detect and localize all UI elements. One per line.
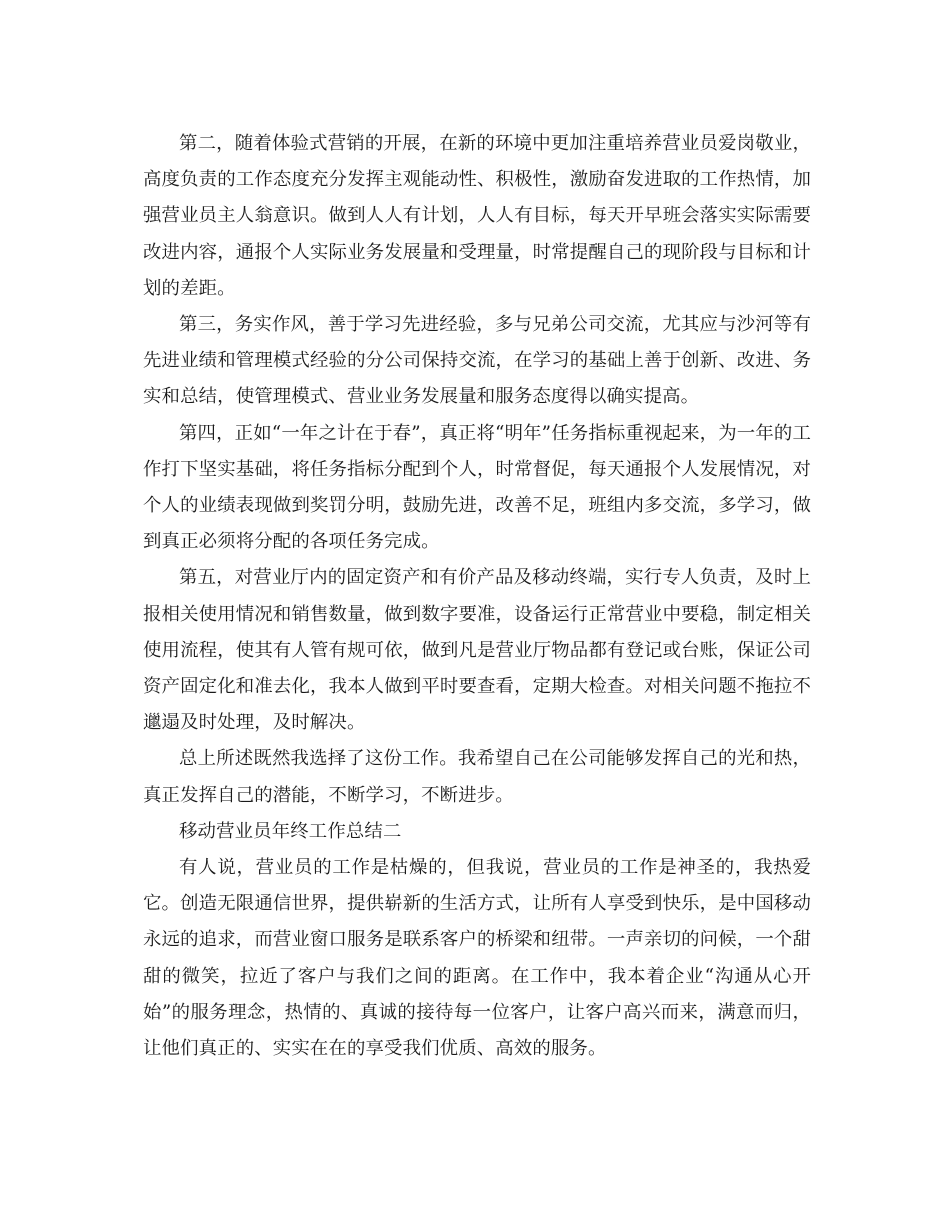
paragraph-closing: 有人说，营业员的工作是枯燥的，但我说，营业员的工作是神圣的，我热爱它。创造无限通信世界，提供崭新的生活方式，让所有人享受到快乐，是中国移动永远的追求，而营业窗口服务是联系客户的桥梁和纽带。一声亲切的问候，一个甜甜的微笑，拉近了客户与我们之间的距离。在工作中，我本着企业“沟通从心开始”的服务理念，热情的、真诚的接待每一位客户，让客户高兴而来，满意而归，让他们真正的、实实在在的享受我们优质、高效的服务。 [143, 857, 811, 1060]
document-body [143, 126, 811, 1067]
paragraph-fourth-point: 第四，正如“一年之计在于春”，真正将“明年”任务指标重视起来，为一年的工作打下坚实基础，将任务指标分配到个人，时常督促，每天通报个人发展情况，对个人的业绩表现做到奖罚分明，鼓励先进，改善不足，班组内多交流，多学习，做到真正必须将分配的各项任务完成。 [143, 422, 811, 553]
section-title: 移动营业员年终工作总结二 [179, 820, 402, 842]
paragraph-summary: 总上所述既然我选择了这份工作。我希望自己在公司能够发挥自己的光和热，真正发挥自己的潜能，不断学习，不断进步。 [143, 748, 811, 806]
paragraph-fifth-point: 第五，对营业厅内的固定资产和有价产品及移动终端，实行专人负责，及时上报相关使用情况和销售数量，做到数字要准，设备运行正常营业中要稳，制定相关使用流程，使其有人管有规可依，做到凡是营业厅物品都有登记或台账，保证公司资产固定化和准去化，我本人做到平时要查看，定期大检查。对相关问题不拖拉不邋遢及时处理，及时解决。 [143, 567, 811, 734]
paragraph-third-point: 第三，务实作风，善于学习先进经验，多与兄弟公司交流，尤其应与沙河等有先进业绩和管理模式经验的分公司保持交流，在学习的基础上善于创新、改进、务实和总结，使管理模式、营业业务发展量和服务态度得以确实提高。 [143, 314, 811, 408]
paragraph-second-point: 第二，随着体验式营销的开展，在新的环境中更加注重培养营业员爱岗敬业，高度负责的工作态度充分发挥主观能动性、积极性，激励奋发进取的工作热情，加强营业员主人翁意识。做到人人有计划，人人有目标，每天开早班会落实实际需要改进内容，通报个人实际业务发展量和受理量，时常提醒自己的现阶段与目标和计划的差距。 [143, 133, 811, 299]
